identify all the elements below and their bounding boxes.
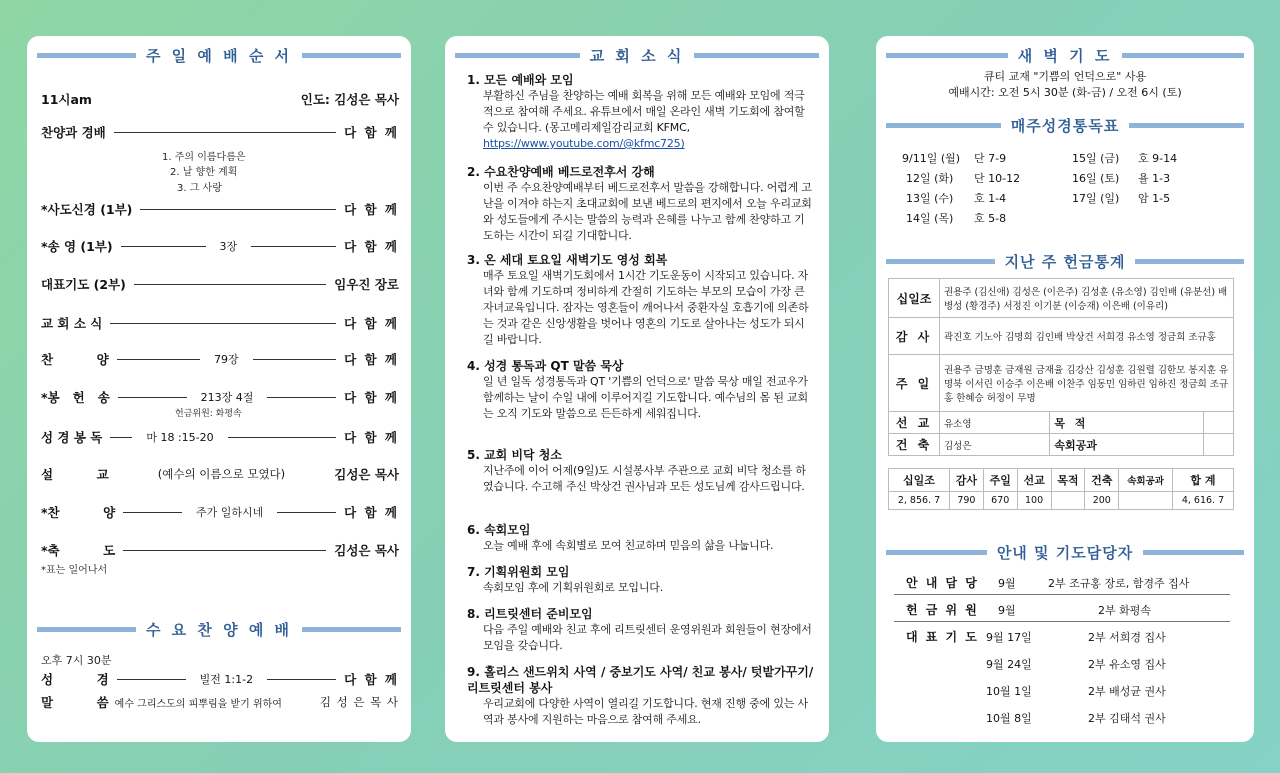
order-item-detail: 마 18 :15-20 bbox=[146, 431, 214, 444]
table-row bbox=[889, 492, 1234, 510]
news-item bbox=[467, 447, 815, 495]
order-line bbox=[117, 359, 200, 360]
order-item-leader: 다 함 께 bbox=[344, 316, 399, 331]
offering-type: 십일조 bbox=[889, 279, 940, 318]
sum-value: 2, 856. 7 bbox=[889, 492, 950, 510]
reading-day: 9/11일 (월) bbox=[902, 152, 961, 165]
service-time: 11시am bbox=[41, 92, 92, 107]
order-line bbox=[110, 323, 336, 324]
sunday-worship-panel bbox=[27, 36, 411, 742]
order-item-detail: 213장 4절 bbox=[200, 391, 254, 404]
offering-stats-header bbox=[876, 250, 1254, 272]
news-item-title: 1. 모든 예배와 모임 bbox=[467, 73, 574, 87]
header-bar-right bbox=[1129, 123, 1244, 128]
header-bar-left bbox=[37, 627, 136, 632]
order-line bbox=[267, 679, 336, 680]
news-item bbox=[467, 606, 815, 654]
order-item-label: *봉 헌 송 bbox=[41, 390, 110, 405]
reading-day: 12일 (화) bbox=[906, 172, 954, 185]
order-item-leader: 다 함 께 bbox=[344, 390, 399, 405]
order-line bbox=[251, 246, 336, 247]
order-item bbox=[41, 541, 399, 559]
table-row bbox=[889, 469, 1234, 492]
header-bar-right bbox=[694, 53, 819, 58]
wednesday-item bbox=[41, 693, 399, 711]
order-item bbox=[41, 388, 399, 406]
sum-header: 건축 bbox=[1085, 469, 1119, 492]
order-item-label: *사도신경 (1부) bbox=[41, 202, 133, 217]
order-item-label: *축 도 bbox=[41, 543, 116, 558]
order-item-leader: 다 함 께 bbox=[344, 430, 399, 445]
wednesday-worship-header bbox=[27, 618, 411, 640]
table-row bbox=[889, 355, 1234, 412]
offering-committee-note: 헌금위원: 화평속 bbox=[175, 409, 242, 419]
offering-names: 권용주 (김신애) 김성은 (이은주) 김성훈 (유소영) 김인배 (유분선) 배병성 (황경주) 서정진 이기분 (이승재) 이은배 (이유리) bbox=[940, 279, 1234, 318]
prayer-date: 9월 17일 bbox=[986, 631, 1032, 644]
sermon-title: (예수의 이름으로 모였다) bbox=[157, 467, 286, 481]
prayer-leader-label: 대 표 기 도 bbox=[906, 630, 979, 644]
order-item-leader: 김성은 목사 bbox=[334, 543, 399, 558]
wednesday-worship-title: 수 요 찬 양 예 배 bbox=[145, 620, 293, 639]
order-line bbox=[118, 397, 187, 398]
news-item-title: 6. 속회모임 bbox=[467, 523, 531, 537]
guide-divider bbox=[894, 621, 1230, 622]
order-item-label: 설 교 bbox=[41, 467, 109, 482]
order-item bbox=[41, 428, 399, 446]
prayer-leader-name: 2부 김태석 권사 bbox=[1088, 712, 1166, 725]
header-bar-left bbox=[886, 123, 1001, 128]
sum-value: 4, 616. 7 bbox=[1172, 492, 1233, 510]
order-item-detail: 빌전 1:1-2 bbox=[199, 673, 254, 686]
reading-ref: 호 9-14 bbox=[1138, 152, 1178, 165]
news-item-body: 속회모임 후에 기획위원회로 모입니다. bbox=[483, 581, 664, 594]
sum-value: 200 bbox=[1085, 492, 1119, 510]
offering-type: 목 적 bbox=[1050, 412, 1204, 434]
offering-committee-label: 헌 금 위 원 bbox=[906, 603, 979, 617]
sum-header: 선교 bbox=[1017, 469, 1051, 492]
offering-names: 김성은 bbox=[940, 434, 1050, 456]
reading-ref: 호 5-8 bbox=[974, 212, 1007, 225]
order-line bbox=[123, 550, 326, 551]
sunday-worship-header bbox=[27, 44, 411, 66]
order-item bbox=[41, 237, 399, 255]
offering-type: 선 교 bbox=[889, 412, 940, 434]
order-line bbox=[140, 209, 336, 210]
sum-value: 100 bbox=[1017, 492, 1051, 510]
news-item-title: 7. 기획위원회 모임 bbox=[467, 565, 570, 579]
news-item-body: 지난주에 이어 어제(9일)도 시설봉사부 주관으로 교회 비닥 청소를 하였습니다. 수고해 주신 박상건 권사님과 모든 성도님께 감사드립니다. bbox=[483, 464, 806, 493]
order-item-label: 말 씀 bbox=[41, 695, 109, 710]
offering-type: 건 축 bbox=[889, 434, 940, 456]
order-line bbox=[123, 512, 182, 513]
order-item-leader: 김성은 목사 bbox=[334, 467, 399, 482]
news-item-body: 다음 주일 예배와 친교 후에 리트릿센터 운영위원과 회원들이 현장에서 모임을 갖습니다. bbox=[483, 623, 812, 652]
church-news-title: 교 회 소 식 bbox=[589, 46, 685, 65]
order-item-label: 대표기도 (2부) bbox=[41, 277, 126, 292]
reading-day: 15일 (금) bbox=[1072, 152, 1120, 165]
reading-ref: 호 1-4 bbox=[974, 192, 1007, 205]
reading-day: 14일 (목) bbox=[906, 212, 954, 225]
sum-header: 목적 bbox=[1051, 469, 1085, 492]
order-item bbox=[41, 275, 399, 293]
offering-names: 권용주 금명훈 금재원 금재율 김강산 김성훈 김원렬 김한모 봉지훈 유명북 이서린 이승주 이은배 이찬주 임동민 임하린 임하진 정금희 조규홍 한혜승 허정이 무명 bbox=[940, 355, 1234, 412]
standing-note: *표는 일어나서 bbox=[41, 565, 108, 576]
order-item-leader: 다 함 께 bbox=[344, 239, 399, 254]
sum-value: 670 bbox=[983, 492, 1017, 510]
empty-cell bbox=[1204, 434, 1234, 456]
order-item bbox=[41, 314, 399, 332]
table-row bbox=[889, 434, 1234, 456]
wednesday-time: 오후 7시 30분 bbox=[41, 654, 112, 667]
sunday-worship-title: 주 일 예 배 순 서 bbox=[145, 46, 293, 65]
header-bar-right bbox=[302, 627, 401, 632]
reading-day: 17일 (일) bbox=[1072, 192, 1120, 205]
prayer-date: 10월 1일 bbox=[986, 685, 1032, 698]
youtube-link[interactable]: https://www.youtube.com/@kfmc725) bbox=[483, 137, 685, 150]
header-bar-right bbox=[1143, 550, 1244, 555]
order-line bbox=[110, 437, 132, 438]
reading-day: 16일 (토) bbox=[1072, 172, 1120, 185]
order-item-detail: 예수 그리스도의 피뿌림을 받기 위하여 bbox=[114, 698, 282, 710]
usher-label: 안 내 담 당 bbox=[906, 576, 979, 590]
order-item bbox=[41, 350, 399, 368]
sum-value: 790 bbox=[949, 492, 983, 510]
church-news-panel bbox=[445, 36, 829, 742]
order-item-leader: 김 성 은 목 사 bbox=[319, 695, 399, 709]
reading-day: 13일 (수) bbox=[906, 192, 954, 205]
prayer-date: 10월 8일 bbox=[986, 712, 1032, 725]
dawn-prayer-title: 새 벽 기 도 bbox=[1017, 46, 1113, 65]
news-item bbox=[467, 664, 815, 728]
dawn-prayer-header bbox=[876, 44, 1254, 66]
order-item-label: *찬 양 bbox=[41, 505, 116, 520]
news-item-title: 5. 교회 비닥 청소 bbox=[467, 448, 562, 462]
table-row bbox=[889, 318, 1234, 355]
sum-header: 합 계 bbox=[1172, 469, 1233, 492]
empty-cell bbox=[1204, 412, 1234, 434]
order-item-leader: 다 함 께 bbox=[344, 352, 400, 367]
news-item-body: 이번 주 수요찬양예배부터 베드로전후서 말씀을 강해합니다. 어렵게 고난을 이겨야 하는지 초대교회에 보낸 베드로의 편지에서 오늘 우리교회와 성도들에게 주시는 말씀의 능력과 은혜를 나누고 함께 찬양하고 기도하는 시간이 되길 기대합니다. bbox=[483, 181, 812, 242]
usher-names: 2부 조규홍 장로, 함경주 집사 bbox=[1048, 577, 1190, 590]
dawn-prayer-time: 예배시간: 오전 5시 30분 (화-금) / 오전 6시 (토) bbox=[948, 86, 1182, 99]
news-item bbox=[467, 164, 815, 244]
header-bar-right bbox=[302, 53, 401, 58]
order-item-detail: 3장 bbox=[219, 240, 238, 253]
order-item bbox=[41, 503, 399, 521]
offering-committee-names: 2부 화평속 bbox=[1098, 604, 1151, 617]
offering-type: 감 사 bbox=[889, 318, 940, 355]
sum-header: 십일조 bbox=[889, 469, 950, 492]
offering-sum-table bbox=[888, 468, 1234, 510]
bible-reading-title: 매주성경통독표 bbox=[1010, 116, 1120, 135]
order-item-leader: 임우진 장로 bbox=[334, 277, 399, 292]
news-item-title: 8. 리트릿센터 준비모임 bbox=[467, 607, 593, 621]
usher-month: 9월 bbox=[998, 577, 1016, 590]
sum-value bbox=[1119, 492, 1173, 510]
order-item-leader: 다 함 께 bbox=[344, 672, 399, 687]
table-row bbox=[889, 279, 1234, 318]
guide-header bbox=[876, 541, 1254, 563]
order-line bbox=[114, 132, 336, 133]
news-item-title: 3. 온 세대 토요일 새벽기도 영성 회복 bbox=[467, 253, 668, 267]
order-item bbox=[41, 200, 399, 218]
church-news-header bbox=[445, 44, 829, 66]
sum-header: 감사 bbox=[949, 469, 983, 492]
order-line bbox=[117, 679, 186, 680]
header-bar-left bbox=[455, 53, 580, 58]
news-item-body: 우리교회에 다양한 사역이 열리길 기도합니다. 현재 진행 중에 있는 사역과 봉사에 지원하는 마음으로 참여해 주세요. bbox=[483, 697, 808, 726]
order-item-leader: 다 함 께 bbox=[344, 505, 400, 520]
service-leader: 인도: 김성은 목사 bbox=[300, 92, 399, 107]
news-item-body: 오늘 예배 후에 속회별로 모여 친교하며 믿음의 삶을 나눕니다. bbox=[483, 539, 774, 552]
news-item bbox=[467, 72, 815, 152]
praise-song: 2. 날 향한 계획 bbox=[170, 167, 238, 178]
order-item bbox=[41, 123, 399, 141]
header-bar-left bbox=[37, 53, 136, 58]
news-item bbox=[467, 358, 815, 422]
sum-header: 속회공과 bbox=[1119, 469, 1173, 492]
news-item-body: 매주 토요일 새벽기도회에서 1시간 기도운동이 시작되고 있습니다. 자녀와 함께 기도하며 정비하게 간절히 기도하는 부모의 모습이 가장 큰 자녀교육입니다. 잠자는 영혼들이 깨어나서 중환자실 호흡기에 의존하는 것과 같은 신앙생활을 벗어나 영혼의 기도로 살아나는 성도가 되시길 바랍니다. bbox=[483, 269, 809, 346]
order-item-label: 찬 양 bbox=[41, 352, 109, 367]
prayer-date: 9월 24일 bbox=[986, 658, 1032, 671]
order-line bbox=[134, 284, 326, 285]
order-line bbox=[121, 246, 206, 247]
sum-header: 주일 bbox=[983, 469, 1017, 492]
news-item bbox=[467, 522, 815, 554]
order-item-label: 성 경 봉 독 bbox=[41, 430, 103, 445]
prayer-leader-name: 2부 배성균 권사 bbox=[1088, 685, 1166, 698]
reading-ref: 욜 1-3 bbox=[1138, 172, 1171, 185]
order-item-label: 교 회 소 식 bbox=[41, 316, 103, 331]
news-item-body: 일 년 일독 성경통독과 QT '기쁨의 언덕으로' 말씀 묵상 매일 전교우가 함께하는 날이 수일 내에 이루어지길 기도합니다. 예수님의 몸 된 교회는 오직 기도와 말씀으로 든든하게 세워집니다. bbox=[483, 375, 808, 420]
guide-divider bbox=[894, 594, 1230, 595]
news-item bbox=[467, 564, 815, 596]
order-item-label: *송 영 (1부) bbox=[41, 239, 113, 254]
table-row bbox=[889, 412, 1234, 434]
offering-type: 속회공과 bbox=[1050, 434, 1204, 456]
news-item-title: 9. 홀리스 샌드위치 사역 / 중보기도 사역/ 친교 봉사/ 텃밭가꾸기/ 리트릿센터 봉사 bbox=[467, 665, 814, 695]
offering-stats-title: 지난 주 헌금통계 bbox=[1004, 252, 1126, 271]
offering-type: 주 일 bbox=[889, 355, 940, 412]
reading-ref: 단 7-9 bbox=[974, 152, 1007, 165]
sum-value bbox=[1051, 492, 1085, 510]
order-item-detail: 79장 bbox=[214, 353, 239, 366]
order-line bbox=[267, 397, 336, 398]
header-bar-left bbox=[886, 550, 987, 555]
header-bar-left bbox=[886, 53, 1008, 58]
prayer-leader-name: 2부 유소영 집사 bbox=[1088, 658, 1166, 671]
news-item-title: 4. 성경 통독과 QT 말씀 묵상 bbox=[467, 359, 624, 373]
order-item-leader: 다 함 께 bbox=[344, 125, 399, 140]
header-bar-left bbox=[886, 259, 995, 264]
wednesday-item bbox=[41, 670, 399, 688]
header-bar-right bbox=[1135, 259, 1244, 264]
offering-names: 곽진호 기노아 김명희 김인배 박상건 서희경 유소영 정금희 조규홍 bbox=[940, 318, 1234, 355]
order-line bbox=[253, 359, 336, 360]
order-item-label: 성 경 bbox=[41, 672, 109, 687]
order-line bbox=[228, 437, 336, 438]
praise-song: 1. 주의 이름다름은 bbox=[162, 152, 246, 163]
news-item-title: 2. 수요찬양예배 베드로전후서 강해 bbox=[467, 165, 655, 179]
order-item-leader: 다 함 께 bbox=[344, 202, 399, 217]
dawn-prayer-text: 큐티 교재 "기쁨의 언덕으로" 사용 bbox=[983, 70, 1147, 83]
order-item-detail: 주가 일하시네 bbox=[196, 506, 264, 519]
offering-committee-month: 9월 bbox=[998, 604, 1016, 617]
header-bar-right bbox=[1122, 53, 1244, 58]
order-item bbox=[41, 465, 399, 483]
order-item-label: 찬양과 경배 bbox=[41, 125, 106, 140]
reading-ref: 암 1-5 bbox=[1138, 192, 1171, 205]
guide-title: 안내 및 기도담당자 bbox=[996, 543, 1134, 562]
offering-names-table bbox=[888, 278, 1234, 456]
news-item bbox=[467, 252, 815, 348]
info-panel bbox=[876, 36, 1254, 742]
news-item-body: 부활하신 주님을 찬양하는 예배 회복을 위해 모든 예배와 모임에 적극적으로 참여해 주세요. 유튜브에서 매일 온라인 새벽 기도회에 참여할 수 있습니다. (몽고메리제일감리교회 KFMC, bbox=[483, 89, 805, 134]
bible-reading-header bbox=[876, 114, 1254, 136]
service-time-row bbox=[41, 90, 399, 108]
order-line bbox=[277, 512, 336, 513]
reading-ref: 단 10-12 bbox=[974, 172, 1021, 185]
offering-names: 유소영 bbox=[940, 412, 1050, 434]
prayer-leader-name: 2부 서희경 집사 bbox=[1088, 631, 1166, 644]
praise-song: 3. 그 사랑 bbox=[177, 183, 222, 194]
